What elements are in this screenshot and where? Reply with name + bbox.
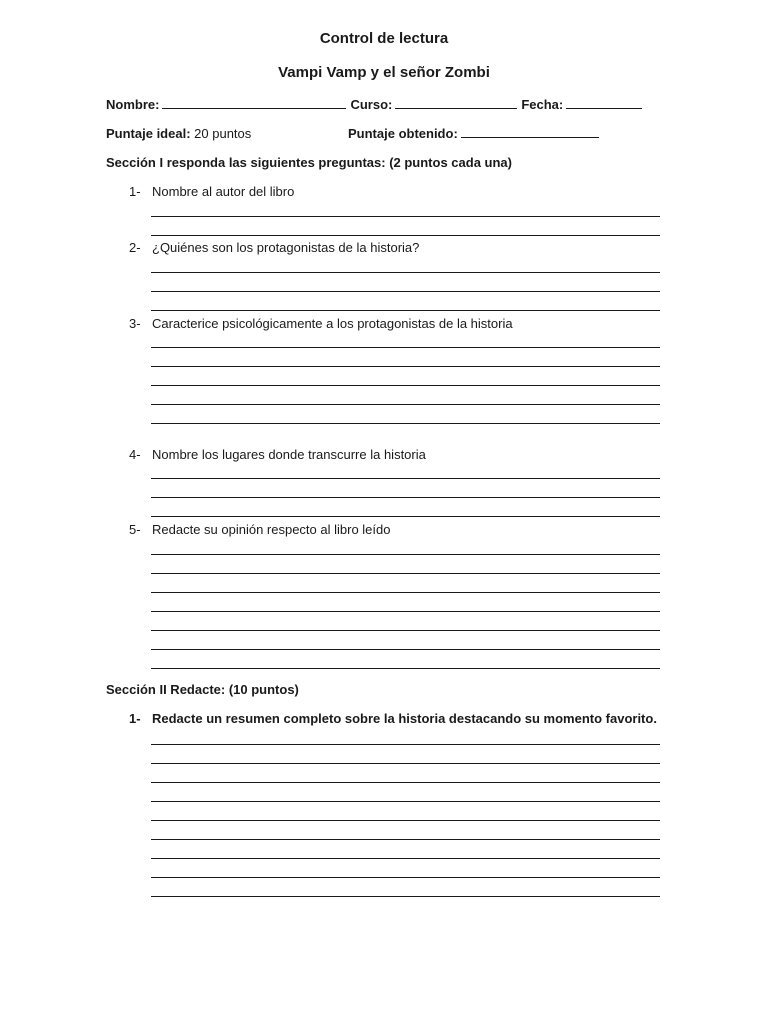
- section-1-heading: Sección I responda las siguientes preguntas: (2 puntos cada una): [106, 155, 512, 170]
- answer-line[interactable]: [151, 366, 660, 367]
- answer-line[interactable]: [151, 820, 660, 821]
- essay-question-1: [129, 711, 657, 726]
- question-text: ¿Quiénes son los protagonistas de la historia?: [152, 240, 420, 255]
- answer-line[interactable]: [151, 497, 660, 498]
- question-text: Redacte su opinión respecto al libro leído: [152, 522, 391, 537]
- answer-line[interactable]: [151, 592, 660, 593]
- answer-line[interactable]: [151, 573, 660, 574]
- puntaje-obtenido-field[interactable]: [461, 126, 599, 138]
- answer-line[interactable]: [151, 668, 660, 669]
- student-info-row: [106, 97, 646, 112]
- answer-line[interactable]: [151, 516, 660, 517]
- answer-line[interactable]: [151, 801, 660, 802]
- question-3: [129, 316, 513, 331]
- page-title: Control de lectura: [319, 30, 449, 47]
- answer-line[interactable]: [151, 877, 660, 878]
- question-text: Redacte un resumen completo sobre la historia destacando su momento favorito.: [152, 711, 657, 726]
- question-4: [129, 447, 426, 462]
- answer-line[interactable]: [151, 896, 660, 897]
- book-title: Vampi Vamp y el señor Zombi: [278, 64, 490, 81]
- answer-line[interactable]: [151, 272, 660, 273]
- answer-line[interactable]: [151, 347, 660, 348]
- curso-field[interactable]: [395, 97, 517, 109]
- score-obtained-row: [348, 126, 603, 141]
- question-text: Nombre al autor del libro: [152, 184, 295, 199]
- question-number: 3-: [129, 316, 141, 331]
- answer-line[interactable]: [151, 216, 660, 217]
- score-row: [106, 126, 251, 141]
- fecha-field[interactable]: [566, 97, 642, 109]
- question-number: 4-: [129, 447, 141, 462]
- question-1: [129, 184, 294, 199]
- answer-line[interactable]: [151, 291, 660, 292]
- curso-label: Curso:: [350, 97, 393, 112]
- question-text: Nombre los lugares donde transcurre la historia: [152, 447, 426, 462]
- answer-line[interactable]: [151, 478, 660, 479]
- puntaje-obtenido-label: Puntaje obtenido:: [348, 126, 458, 141]
- answer-line[interactable]: [151, 385, 660, 386]
- answer-line[interactable]: [151, 404, 660, 405]
- answer-line[interactable]: [151, 235, 660, 236]
- answer-line[interactable]: [151, 611, 660, 612]
- answer-line[interactable]: [151, 744, 660, 745]
- question-number: 5-: [129, 522, 141, 537]
- section-2-heading: Sección II Redacte: (10 puntos): [106, 682, 299, 697]
- question-number: 1-: [129, 184, 141, 199]
- question-text: Caracterice psicológicamente a los protagonistas de la historia: [152, 316, 513, 331]
- answer-line[interactable]: [151, 839, 660, 840]
- answer-line[interactable]: [151, 423, 660, 424]
- puntaje-ideal-label: Puntaje ideal:: [106, 126, 191, 141]
- answer-line[interactable]: [151, 763, 660, 764]
- answer-line[interactable]: [151, 782, 660, 783]
- question-5: [129, 522, 390, 537]
- question-2: [129, 240, 419, 255]
- question-number: 1-: [129, 711, 141, 726]
- answer-line[interactable]: [151, 649, 660, 650]
- question-number: 2-: [129, 240, 141, 255]
- nombre-field[interactable]: [162, 97, 346, 109]
- answer-line[interactable]: [151, 554, 660, 555]
- nombre-label: Nombre:: [106, 97, 160, 112]
- answer-line[interactable]: [151, 858, 660, 859]
- answer-line[interactable]: [151, 310, 660, 311]
- puntaje-ideal-value: 20 puntos: [194, 126, 252, 141]
- answer-line[interactable]: [151, 630, 660, 631]
- fecha-label: Fecha:: [521, 97, 564, 112]
